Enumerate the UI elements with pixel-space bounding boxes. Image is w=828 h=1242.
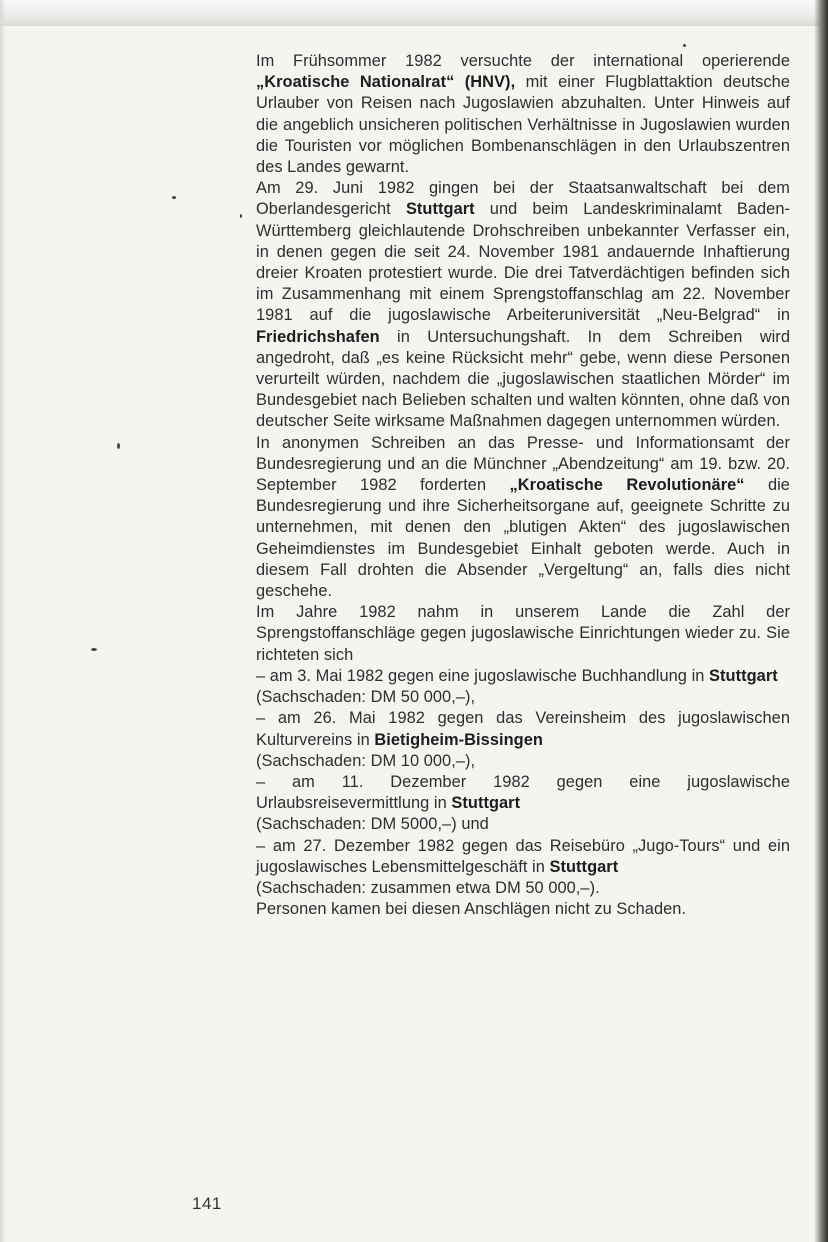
- scan-speck: [172, 196, 176, 199]
- text-run: (Sachschaden: DM 10 000,–),: [256, 751, 476, 770]
- paragraph: [256, 708, 790, 750]
- text-run: (Sachschaden: DM 5000,–) und: [256, 815, 489, 834]
- document-body: [256, 51, 790, 920]
- text-run: mit einer Flugblattaktion deutsche Urlauber von Reisen nach Jugoslawien abzuhalten. Unter Hinweis auf die angeblich unsicheren politischen Verhältnisse in Jugoslawien wurden die Touristen vor möglichen Bombenanschlägen in den Urlaubszentren des Landes gewarnt.: [256, 73, 790, 177]
- page-top-edge: [0, 0, 828, 26]
- scan-speck: [240, 214, 242, 218]
- paragraph: [256, 878, 790, 899]
- page-number: 141: [192, 1194, 222, 1213]
- text-run: Personen kamen bei diesen Anschlägen nicht zu Schaden.: [256, 900, 687, 919]
- text-run: – am 27. Dezember 1982 gegen das Reisebüro „Jugo-Tours“ und ein jugoslawisches Lebensmittelgeschäft in: [256, 836, 790, 876]
- paragraph: [256, 51, 790, 178]
- paragraph: [256, 772, 790, 814]
- bold-text-run: „Kroatische Nationalrat“ (HNV),: [256, 73, 516, 92]
- text-run: und beim Landeskriminalamt Baden-Württemberg gleichlautende Drohschreiben unbekannter Verfasser ein, in denen gegen die seit 24. November 1981 andauernde Inhaftierung dreier Kroaten protestiert wurde. Die drei Tatverdächtigen befinden sich im Zusammenhang mit einem Sprengstoffanschlag am 22. November 1981 auf die jugoslawische Arbeiteruniversität „Neu-Belgrad“ in: [256, 200, 791, 325]
- scan-speck: [91, 648, 97, 651]
- text-run: (Sachschaden: DM 50 000,–),: [256, 688, 476, 707]
- page-left-shade: [0, 0, 6, 1242]
- paragraph: [256, 814, 790, 835]
- bold-text-run: Stuttgart: [709, 666, 778, 685]
- text-run: in Untersuchungshaft. In dem Schreiben wird angedroht, daß „es keine Rücksicht mehr“ gebe, wenn diese Personen verurteilt würden, nachdem die „jugoslawischen staatlichen Mörder“ im Bundesgebiet nach Belieben schalten und walten könnten, ohne daß von deutscher Seite wirksame Maßnahmen dagegen unternommen würden.: [256, 327, 790, 431]
- text-run: Im Jahre 1982 nahm in unserem Lande die Zahl der Sprengstoffanschläge gegen jugoslawische Einrichtungen wieder zu. Sie richteten sich: [256, 603, 790, 664]
- paragraph: [256, 178, 790, 432]
- bold-text-run: Stuttgart: [405, 200, 475, 219]
- paragraph: [256, 602, 790, 666]
- paragraph: [256, 899, 790, 920]
- text-run: – am 26. Mai 1982 gegen das Vereinsheim des jugoslawischen Kulturvereins in: [256, 709, 790, 749]
- text-run: (Sachschaden: zusammen etwa DM 50 000,–).: [256, 878, 600, 897]
- paragraph: [256, 687, 790, 708]
- text-run: – am 11. Dezember 1982 gegen eine jugoslawische Urlaubsreisevermittlung in: [256, 772, 790, 813]
- paragraph: [256, 666, 790, 687]
- bold-text-run: Friedrichshafen: [256, 327, 380, 346]
- paragraph: [256, 751, 790, 772]
- paragraph: [256, 433, 790, 603]
- scan-speck: [117, 443, 120, 449]
- text-run: Am 29. Juni 1982 gingen bei der Staatsanwaltschaft bei dem Oberlandesgericht: [256, 179, 790, 219]
- paragraph: [256, 836, 790, 878]
- scan-speck: [683, 44, 686, 47]
- text-run: In anonymen Schreiben an das Presse- und Informationsamt der Bundesregierung und an die Münchner „Abendzeitung“ am 19. bzw. 20. September 1982 forderten: [256, 433, 790, 495]
- text-run: Im Frühsommer 1982 versuchte der international operierende: [256, 52, 790, 70]
- text-run: die Bundesregierung und ihre Sicherheitsorgane auf, geeignete Schritte zu unternehmen, mit denen den „blutigen Akten“ des jugoslawischen Geheimdienstes im Bundesgebiet Einhalt geboten werde. Auch in diesem Fall drohten die Absender „Vergeltung“ an, falls dies nicht geschehe.: [256, 476, 790, 601]
- page-binding-shadow: [814, 0, 828, 1242]
- bold-text-run: „Kroatische Revolutionäre“: [509, 476, 745, 495]
- bold-text-run: Stuttgart: [549, 857, 619, 876]
- text-run: – am 3. Mai 1982 gegen eine jugoslawische Buchhandlung in: [256, 666, 710, 685]
- bold-text-run: Stuttgart: [451, 794, 521, 813]
- bold-text-run: Bietigheim-Bissingen: [374, 730, 543, 749]
